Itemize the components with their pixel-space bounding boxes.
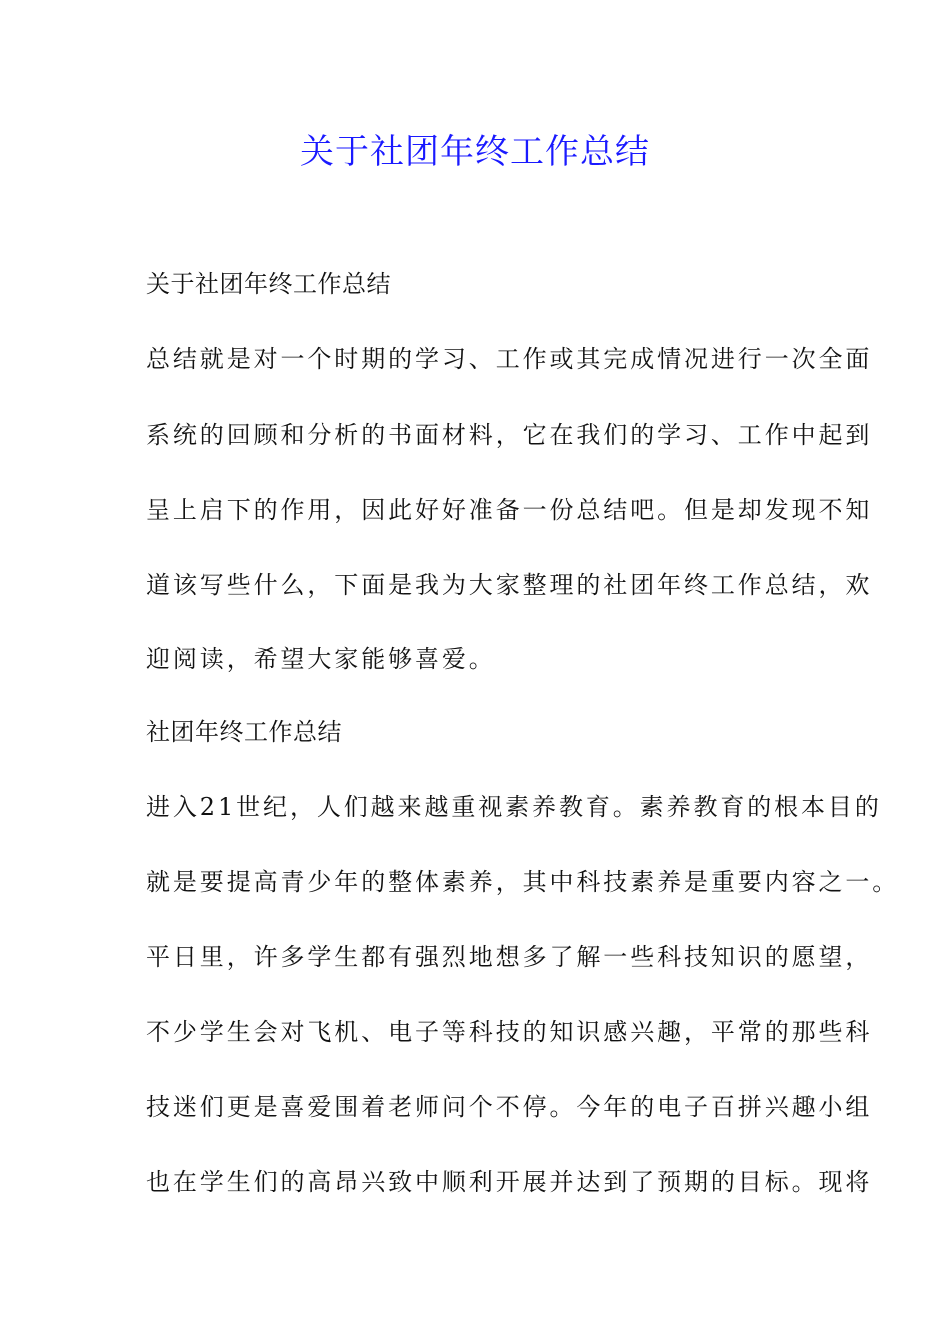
paragraph-line: 技迷们更是喜爱围着老师问个不停。今年的电子百拼兴趣小组 xyxy=(146,1093,873,1121)
document-title: 关于社团年终工作总结 xyxy=(300,132,650,172)
paragraph-line: 不少学生会对飞机、电子等科技的知识感兴趣，平常的那些科 xyxy=(146,1018,873,1046)
paragraph-line: 道该写些什么，下面是我为大家整理的社团年终工作总结，欢 xyxy=(146,571,873,599)
paragraph-line: 就是要提高青少年的整体素养，其中科技素养是重要内容之一。 xyxy=(146,868,900,896)
paragraph-line: 系统的回顾和分析的书面材料，它在我们的学习、工作中起到 xyxy=(146,421,873,449)
paragraph-line: 呈上启下的作用，因此好好准备一份总结吧。但是却发现不知 xyxy=(146,496,873,524)
subtitle-line: 关于社团年终工作总结 xyxy=(146,270,391,298)
paragraph-line: 也在学生们的高昂兴致中顺利开展并达到了预期的目标。现将 xyxy=(146,1168,873,1196)
paragraph-line: 进入21世纪，人们越来越重视素养教育。素养教育的根本目的 xyxy=(146,793,882,821)
section-heading: 社团年终工作总结 xyxy=(146,718,342,746)
paragraph-line: 平日里，许多学生都有强烈地想多了解一些科技知识的愿望， xyxy=(146,943,873,971)
paragraph-line: 迎阅读，希望大家能够喜爱。 xyxy=(146,645,496,673)
paragraph-line: 总结就是对一个时期的学习、工作或其完成情况进行一次全面 xyxy=(146,345,873,373)
